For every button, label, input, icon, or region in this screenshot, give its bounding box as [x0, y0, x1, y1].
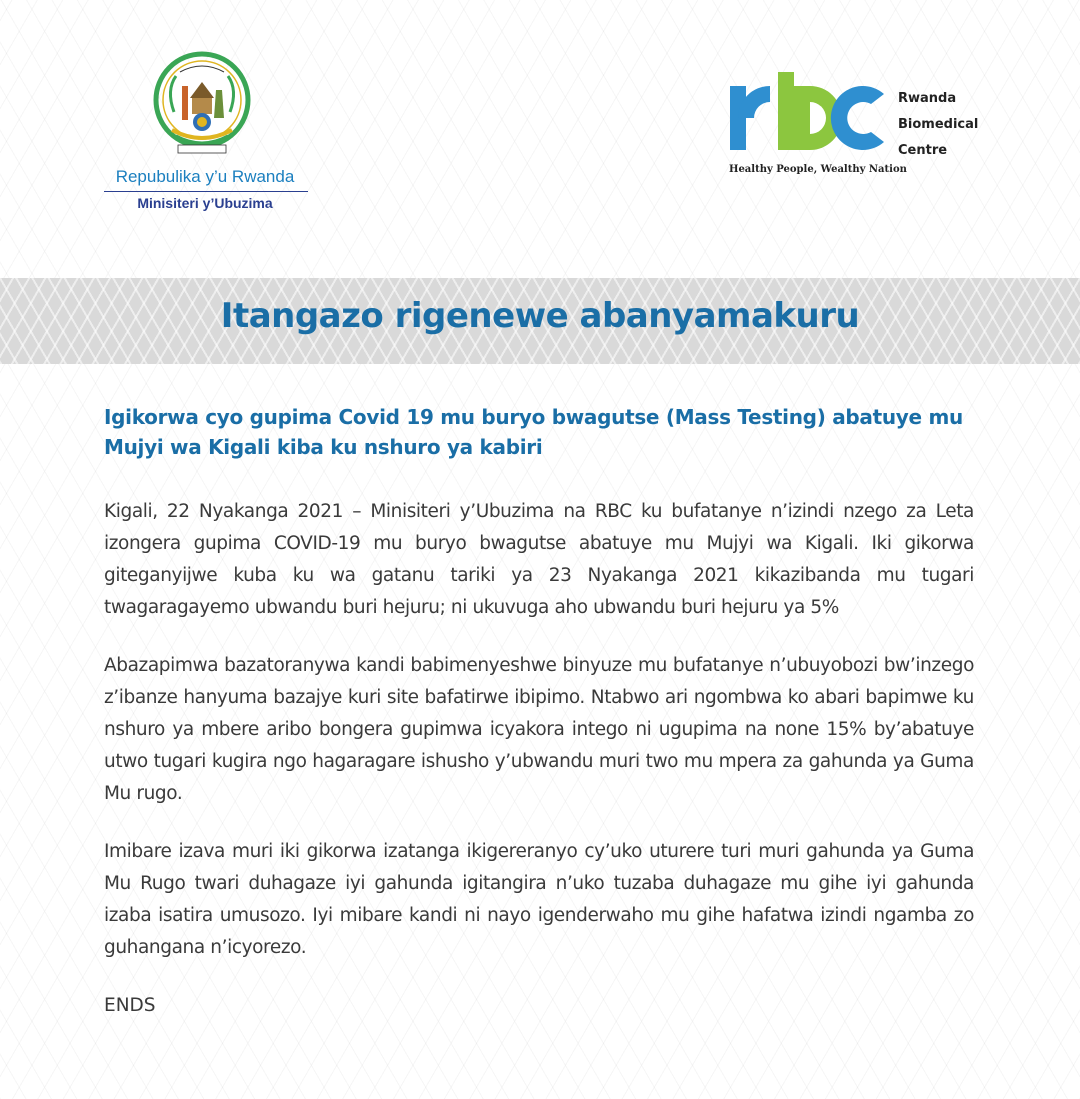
country-name: Repubulika y’u Rwanda	[115, 167, 295, 186]
document-header	[0, 0, 1080, 278]
title-banner	[0, 278, 1080, 364]
article-paragraph: Abazapimwa bazatoranywa kandi babimenyeshwe binyuze mu bufatanye n’ubuyobozi bw’inzego z’ibanze hanyuma bazajye kuri site bafatirwe ibipimo. Ntabwo ari ngombwa ko abari bapimwe ku nshuro ya mbere aribo bongera gupimwa icyakora intego ni ugupima na none 15% by’abatuye utwo tugari kugira ngo hagaragare ishusho y’ubwandu muri two mu mpera za gahunda ya Guma Mu rugo.	[104, 655, 974, 804]
logo-divider	[104, 191, 308, 192]
ministry-name: Minisiteri y’Ubuzima	[137, 195, 273, 211]
article-subtitle: Igikorwa cyo gupima Covid 19 mu buryo bwagutse (Mass Testing) abatuye mu Mujyi wa Kigali kiba ku nshuro ya kabiri	[104, 405, 963, 459]
rbc-tagline: Healthy People, Wealthy Nation	[729, 164, 907, 175]
rwanda-coat-of-arms-icon	[152, 50, 252, 160]
rbc-logo	[728, 72, 998, 182]
article-ends: ENDS	[104, 995, 156, 1016]
rbc-name-line: Biomedical	[898, 117, 979, 132]
article-paragraph: Kigali, 22 Nyakanga 2021 – Minisiteri y’Ubuzima na RBC ku bufatanye n’izindi nzego za Leta izongera gupima COVID-19 mu buryo bwagutse abatuye mu Mujyi wa Kigali. Iki gikorwa giteganyijwe kuba ku wa gatanu tariki ya 23 Nyakanga 2021 kikazibanda mu tugari twagaragayemo ubwandu buri hejuru; ni ukuvuga aho ubwandu buri hejuru ya 5%	[104, 501, 974, 618]
rbc-wordmark-icon	[728, 72, 888, 152]
rbc-name-line: Centre	[898, 143, 948, 158]
rbc-name-line: Rwanda	[898, 91, 957, 106]
press-release-title: Itangazo rigenewe abanyamakuru	[220, 296, 860, 336]
government-logo	[100, 50, 310, 220]
article-paragraph: Imibare izava muri iki gikorwa izatanga ikigereranyo cy’uko uturere turi muri gahunda ya Guma Mu Rugo twari duhagaze iyi gahunda igitangira n’uko tuzaba duhagaze mu gihe iyi gahunda izaba isatira umusozo. Iyi mibare kandi ni nayo igenderwaho mu gihe hafatwa izindi ngamba zo guhangana n’icyorezo.	[104, 841, 974, 958]
rbc-full-name	[898, 86, 978, 164]
article-body	[104, 402, 974, 1022]
